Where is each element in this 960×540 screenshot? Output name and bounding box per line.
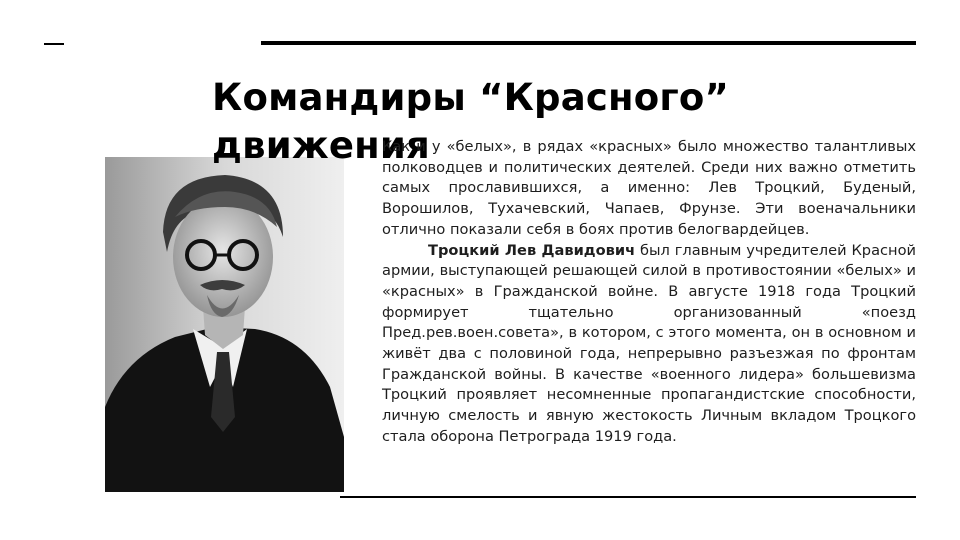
trotsky-name: Троцкий Лев Давидович bbox=[428, 241, 636, 259]
bottom-divider bbox=[340, 496, 916, 498]
title-line-2: движения bbox=[212, 124, 430, 167]
top-divider bbox=[261, 41, 916, 45]
paragraph-trotsky-text: был главным учредителей Красной армии, выступающей решающей силой в противостоянии «белых» и «красных» в Гражданской войне. В августе 1918 года Троцкий формирует тщательно организованный «поезд Пред.рев.воен.совета», в котором, с этого момента, он в основном и живёт два с половиной года, непрерывно разъезжая по фронтам Гражданской войны. В качестве «военного лидера» большевизма Троцкий проявляет несомненные пропагандистские способности, личную смелость и явную жестокость Личным вкладом Троцкого стала оборона Петрограда 1919 года. bbox=[382, 241, 916, 445]
paragraph-trotsky bbox=[382, 241, 916, 448]
paragraph-intro bbox=[382, 137, 916, 241]
paragraph-intro-text: Как и у «белых», в рядах «красных» было множество талантливых полководцев и политических деятелей. Среди них важно отметить самых прославившихся, а именно: Лев Троцкий, Буденый, Ворошилов, Тухачевский, Чапаев, Фрунзе. Эти военачальники отлично показали себя в боях против белогвардейцев. bbox=[382, 138, 916, 238]
decorative-dash bbox=[44, 43, 64, 45]
portrait-photo bbox=[105, 157, 344, 492]
slide-body bbox=[382, 137, 916, 448]
title-line-1: Командиры “Красного” bbox=[212, 76, 730, 119]
